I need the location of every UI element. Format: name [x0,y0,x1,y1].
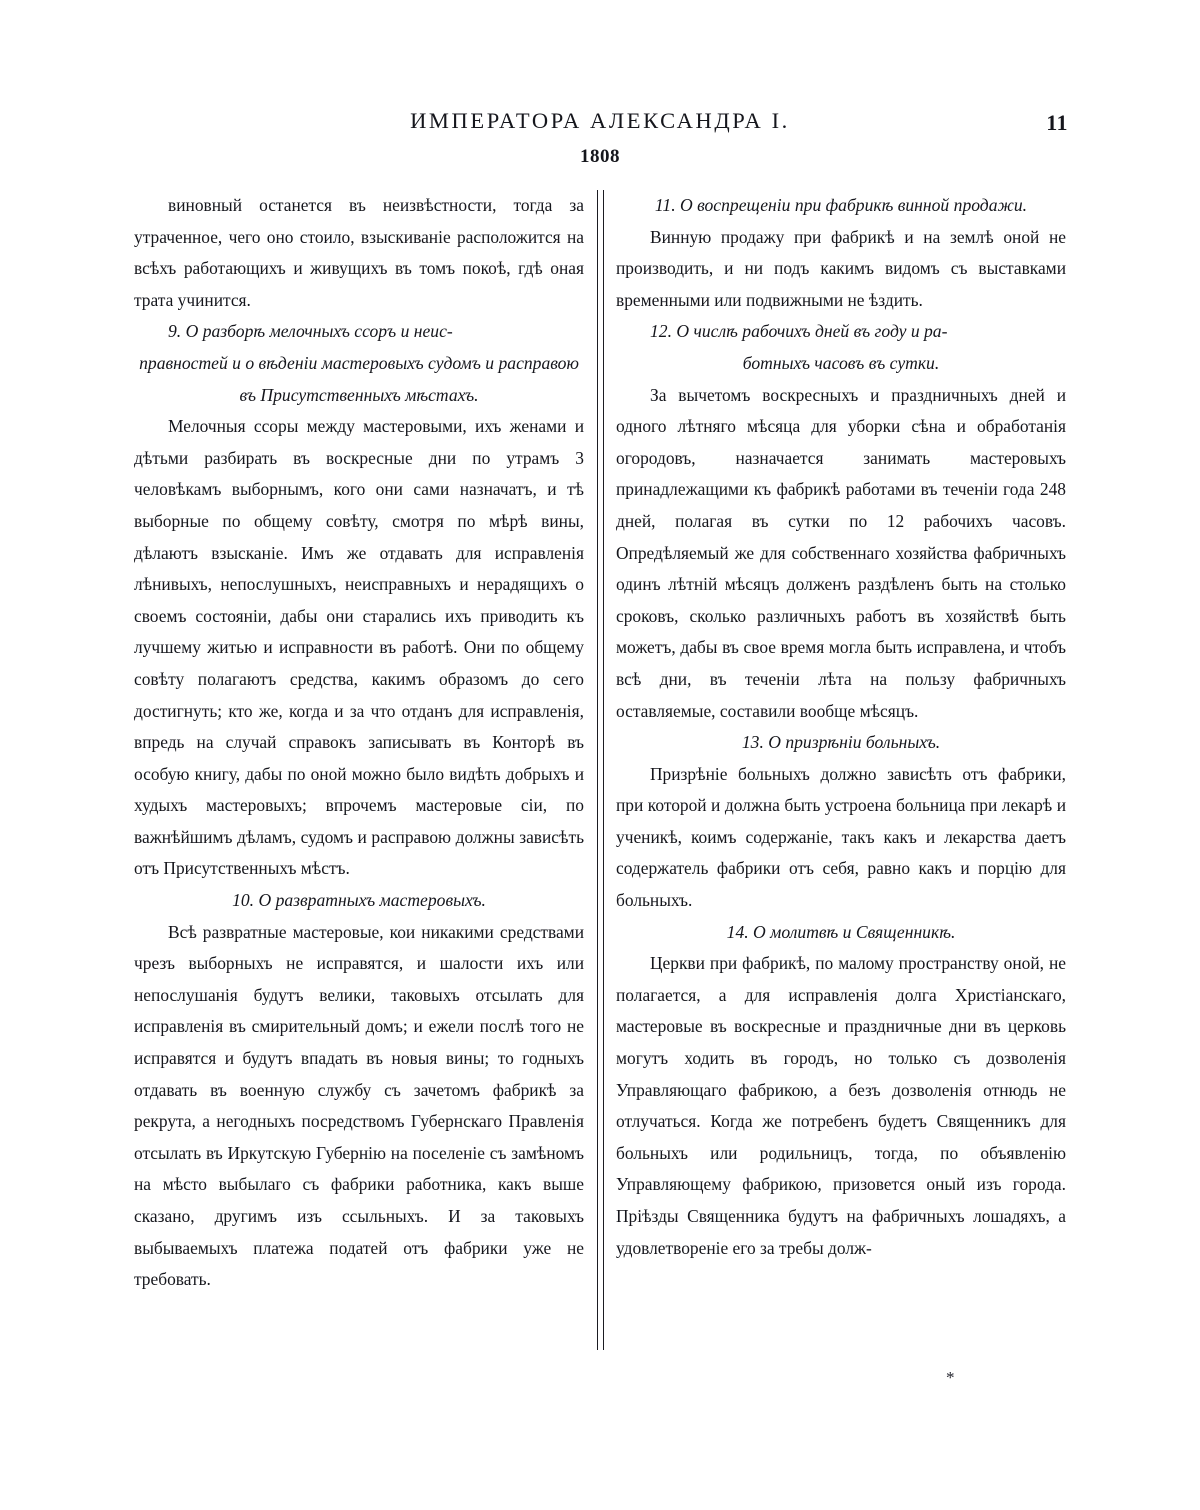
year-line: 1808 [580,146,620,167]
paragraph: За вычетомъ воскресныхъ и праздничныхъ дней и одного лѣтняго мѣсяца для уборки сѣна и обработанія огородовъ, назначается занимать мастеровыхъ принадлежащими къ фабрикѣ работами въ теченіи года 248 дней, полагая въ сутки по 12 рабочихъ часовъ. Опредѣляемый же для собственнаго хозяйства фабричныхъ одинъ лѣтній мѣсяцъ долженъ раздѣленъ быть на столько сроковъ, сколько различныхъ работъ въ хозяйствѣ быть можетъ, дабы въ свое время могла быть исправлена, и чтобъ всѣ дни, въ теченіи лѣта на пользу фабричныхъ оставляемые, составили вообще мѣсяцъ. [616,384,1066,721]
column-divider-rule [597,190,604,1350]
paragraph: Призрѣніе больныхъ должно зависѣть отъ фабрики, при которой и должна быть устроена больница при лекарѣ и ученикѣ, коимъ содержаніе, такъ какъ и лекарства даетъ содержатель фабрики отъ себя, равно какъ и порцію для больныхъ. [616,763,1066,911]
paragraph: Винную продажу при фабрикѣ и на землѣ оной не производить, и ни подъ какимъ видомъ съ выставками временными или подвижными не ѣздить. [616,226,1066,310]
two-column-body [134,190,1066,1350]
section-heading-10 [134,885,584,917]
running-title: ИМПЕРАТОРА АЛЕКСАНДРА I. [410,108,790,133]
section-heading-rest: продажи. [953,195,1028,215]
section-heading-first-line: 13. О призрѣніи больныхъ. [741,732,941,753]
paragraph: Всѣ развратные мастеровые, кои никакими средствами чрезъ выборныхъ не исправятся, и шалости ихъ или непослушанія будутъ велики, таковыхъ отсылать для исправленія въ смирительный домъ; и ежели послѣ того не исправятся и будутъ впадать въ новыя вины; то годныхъ отдавать въ военную службу съ зачетомъ фабрикѣ за рекрута, а негодныхъ посредствомъ Губернскаго Правленія отсылать въ Иркутскую Губернію на поселеніе съ замѣномъ на мѣсто выбылаго съ фабрики работника, какъ выше сказано, другимъ изъ ссыльныхъ. И за таковыхъ выбываемыхъ платежа податей отъ фабрики уже не требовать. [134,921,584,1290]
section-heading-11 [616,190,1066,222]
section-heading-9 [134,316,584,411]
paragraph: виновный останется въ неизвѣстности, тогда за утраченное, чего оно стоило, взыскиваніе расположится на всѣхъ работающихъ и живущихъ въ томъ покоѣ, гдѣ оная трата учинится. [134,195,584,310]
section-heading-first-line: 10. О развратныхъ мастеровыхъ. [232,890,486,911]
paragraph: Церкви при фабрикѣ, по малому пространству оной, не полагается, а для исправленія долга Христіанскаго, мастеровые въ воскресные и праздничные дни въ церковь могутъ ходить въ городъ, но только съ дозволенія Управляющаго фабрикою, а безъ дозволенія отнюдь не отлучаться. Когда же потребенъ будетъ Священникъ для больныхъ или родильницъ, тогда, по объявленію Управляющему фабрикою, призовется оный изъ города. Прiѣзды Священника будутъ на фабричныхъ лошадяхъ, а удовлетвореніе его за требы долж- [616,953,1066,1258]
section-heading-12 [616,316,1066,379]
section-heading-first-line: 12. О числѣ рабочихъ дней въ году и ра- [650,321,948,342]
paragraph: Мелочныя ссоры между мастеровыми, ихъ женами и дѣтьми разбирать въ воскресные дни по утрамъ 3 человѣкамъ выборнымъ, кого они сами назначатъ, и тѣ выборные по общему совѣту, смотря по мѣрѣ вины, дѣлаютъ взысканіе. Имъ же отдавать для исправленія лѣнивыхъ, непослушныхъ, неисправныхъ и нерадящихъ о своемъ состояніи, дабы они старались ихъ приводить къ лучшему житью и исправности въ работѣ. Они по общему совѣту полагаютъ средства, какимъ образомъ до сего достигнуть; кто же, когда и за что отданъ для исправленія, впредь на случай справокъ записывать въ Конторѣ въ особую книгу, дабы по оной можно было видѣть добрыхъ и худыхъ мастеровыхъ; впрочемъ мастеровые сіи, по важнѣйшимъ дѣламъ, судомъ и расправою должны зависѣть отъ Присутственныхъ мѣстъ. [134,416,584,879]
section-heading-first-line: 9. О разборѣ мелочныхъ ссоръ и неис- [168,321,453,342]
section-heading-first-line: 11. О воспрещеніи при фабрикѣ винной [654,195,950,215]
section-heading-rest: правностей и о вѣденіи мастеровыхъ судомъ и расправою въ Присутственныхъ мѣстахъ. [139,352,579,405]
right-column [616,190,1066,1264]
page-header [0,108,1200,134]
page-number: 11 [1046,110,1068,135]
catchword-asterisk: * [946,1368,955,1387]
section-heading-13 [616,727,1066,759]
section-heading-14 [616,917,1066,949]
section-heading-rest: ботныхъ часовъ въ сутки. [742,352,940,373]
left-column [134,190,584,1296]
section-heading-first-line: 14. О молитвѣ и Священникѣ. [726,921,956,942]
